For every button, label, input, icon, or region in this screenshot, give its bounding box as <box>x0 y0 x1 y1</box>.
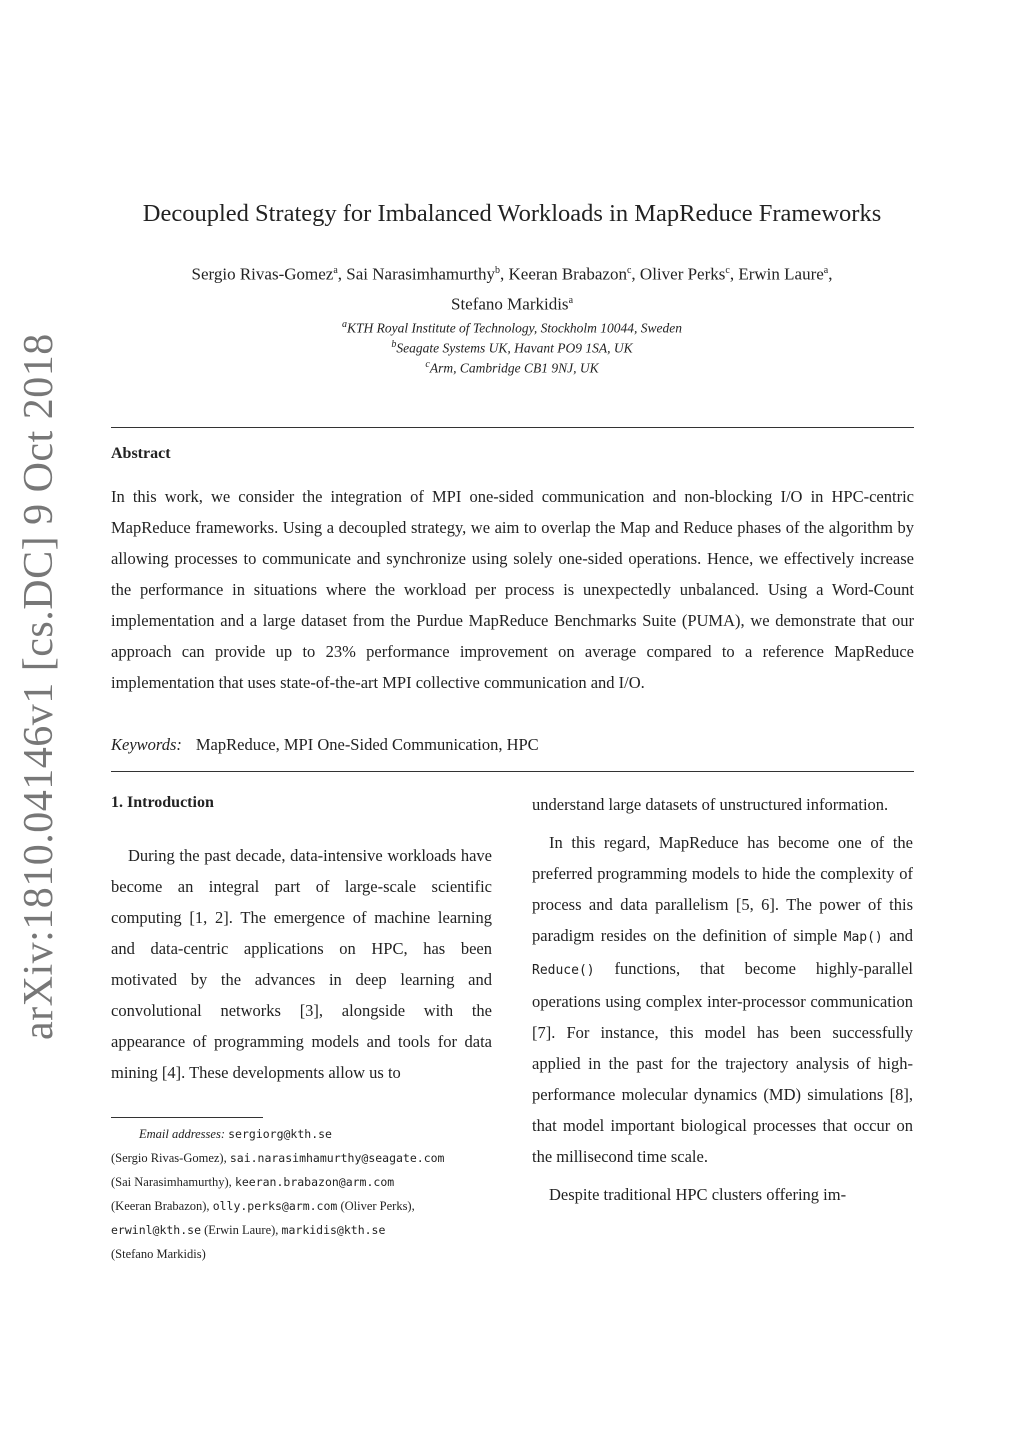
author-name: Keeran Brabazon <box>508 264 627 284</box>
affiliation-text: KTH Royal Institute of Technology, Stockholm 10044, Sweden <box>346 320 683 336</box>
footnote-label: Email addresses: <box>139 1127 225 1141</box>
affiliation-mark: c <box>425 359 430 370</box>
intro-left-column <box>111 840 492 1088</box>
code-map: Map() <box>843 930 883 945</box>
author-affiliation-mark: c <box>725 265 730 276</box>
email-owner: (Stefano Markidis) <box>111 1247 206 1261</box>
email-link[interactable]: markidis@kth.se <box>281 1223 386 1237</box>
author-name: Stefano Markidis <box>450 294 569 314</box>
intro-paragraph-continued: understand large datasets of unstructured information. <box>532 795 889 814</box>
footnote-rule <box>111 1117 263 1118</box>
email-link[interactable]: sergiorg@kth.se <box>228 1127 332 1141</box>
paragraph-text: and <box>889 926 914 945</box>
abstract-bottom-rule <box>111 771 914 772</box>
abstract-heading: Abstract <box>111 445 171 462</box>
intro-paragraph: During the past decade, data-intensive workloads have become an integral part of large-scale scientific computing [1, 2]. The emergence of machine learning and data-centric applications on HPC, has been motivated by the advances in deep learning and convolutional networks [3], alongside with the appearance of programming models and tools for data mining [4]. These developments allow us to <box>111 846 492 1082</box>
affiliation-item <box>0 357 1024 377</box>
abstract-text: In this work, we consider the integration of MPI one-sided communication and non-blocking I/O in HPC-centric MapReduce frameworks. Using a decoupled strategy, we aim to overlap the Map and Reduce phases of the algorithm by allowing processes to communicate and synchronize using solely one-sided operations. Hence, we effectively increase the performance in situations where the workload per process is unexpectedly unbalanced. Using a Word-Count implementation and a large dataset from the Purdue MapReduce Benchmarks Suite (PUMA), we demonstrate that our approach can provide up to 23% performance improvement on average compared to a reference MapReduce implementation that uses state-of-the-art MPI collective communication and I/O. <box>111 487 914 692</box>
affiliation-list <box>0 317 1024 377</box>
affiliation-item <box>0 337 1024 357</box>
paper-title: Decoupled Strategy for Imbalanced Workloads in MapReduce Frameworks <box>142 200 882 227</box>
email-link[interactable]: keeran.brabazon@arm.com <box>234 1175 395 1189</box>
affiliation-text: Arm, Cambridge CB1 9NJ, UK <box>429 360 599 376</box>
author-name: Sergio Rivas-Gomez <box>191 264 334 284</box>
keywords-text: MapReduce, MPI One-Sided Communication, HPC <box>195 735 539 754</box>
affiliation-item <box>0 317 1024 337</box>
author-name: Sai Narasimhamurthy <box>346 264 495 284</box>
author-name: Erwin Laure <box>738 264 824 284</box>
email-owner: (Erwin Laure), <box>204 1223 279 1237</box>
author-affiliation-mark: a <box>568 294 574 306</box>
affiliation-mark: b <box>391 339 397 350</box>
affiliation-text: Seagate Systems UK, Havant PO9 1SA, UK <box>396 340 633 356</box>
footnote-emails <box>111 1122 501 1266</box>
paragraph-text: functions, that become highly-parallel operations using complex inter-processor communication [7]. For instance, this model has been successfully applied in the past for the trajectory analysis of high-performance molecular dynamics (MD) simulations [8], that model important biological processes that occur on the millisecond time scale. <box>532 959 913 1166</box>
email-owner: (Sai Narasimhamurthy), <box>111 1175 232 1189</box>
email-owner: (Keeran Brabazon), <box>111 1199 210 1213</box>
section-heading-introduction: 1. Introduction <box>111 794 214 811</box>
author-affiliation-mark: a <box>333 265 338 276</box>
author-name: Oliver Perks <box>639 264 726 284</box>
email-link[interactable]: olly.perks@arm.com <box>212 1199 338 1213</box>
author-list: Sergio Rivas-Gomez$^a$, Sai Narasimhamurthy$^b$, Keeran Brabazon$^c$, Oliver Perks$^c$, Erwin Laure$^a$, Stefano Markidis$^a$ <box>191 264 833 314</box>
arxiv-sidebar-stamp: arXiv:1810.04146v1 [cs.DC] 9 Oct 2018 <box>16 333 62 1040</box>
keywords-line <box>111 735 539 755</box>
code-reduce: Reduce() <box>532 963 595 978</box>
intro-paragraph <box>532 827 913 1172</box>
intro-paragraph: Despite traditional HPC clusters offering im- <box>549 1185 847 1204</box>
author-affiliation-mark: c <box>626 265 632 276</box>
email-link[interactable]: erwinl@kth.se <box>111 1223 202 1237</box>
affiliation-mark: a <box>341 319 347 330</box>
intro-right-column <box>532 789 913 1210</box>
author-affiliation-mark: a <box>823 265 829 276</box>
abstract-top-rule <box>111 427 914 428</box>
email-link[interactable]: sai.narasimhamurthy@seagate.com <box>229 1151 445 1165</box>
paragraph-text: In this regard, MapReduce has become one of the preferred programming models to hide the complexity of process and data parallelism [5, 6]. The power of this paradigm resides on the definition of simple <box>532 833 913 945</box>
email-owner: (Oliver Perks), <box>340 1199 415 1213</box>
keywords-label: Keywords: <box>111 735 182 754</box>
email-owner: (Sergio Rivas-Gomez), <box>111 1151 227 1165</box>
author-affiliation-mark: b <box>495 265 500 276</box>
